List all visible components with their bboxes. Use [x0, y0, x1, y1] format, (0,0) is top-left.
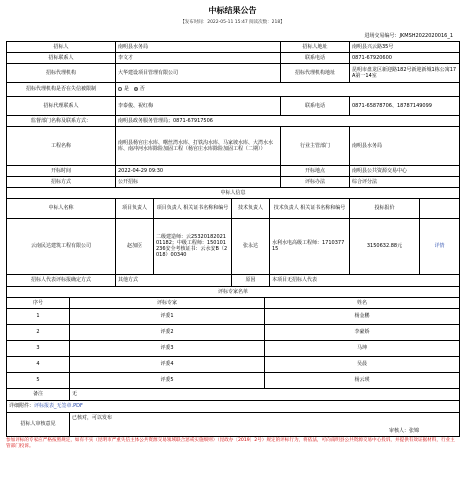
dept-value: 南明县水务局: [350, 126, 460, 165]
contact-phone-label: 联系电话: [281, 52, 350, 63]
publish-meta: 【发布时间：2022-05-11 15:47 阅读次数：218】: [180, 19, 285, 25]
project-value: 南明县杨官庄水库、曙丝湾水库、打铁沟水库、马家坡水库、大湾水水库、南冲河水库除险加固工程（杨官庄水库除险加固工程（二期））: [116, 126, 281, 165]
signer-label: 审核人：: [388, 427, 409, 434]
tenderer-addr-label: 招标人地址: [281, 41, 350, 52]
winner-tech-cert: 水利水电高级工程师：171037715: [270, 218, 350, 274]
footer-notice: 参加评标的专家应严格按照规定，如有不实（昆明市严重失信主体公共资源交易领域联合惩戒实施细则）（昆政办〔2019〕2号）规定的评标行为，将依法，可向南明县公共资源交易中心投诉，并提供有效证据材料，行业主管部门投诉。: [6, 437, 455, 450]
remark-label: 备注: [7, 388, 70, 400]
project-label: 工程名称: [7, 126, 116, 165]
agency-phone-label: 联系电话: [281, 96, 350, 115]
winner-header-tech-cert: 技术负责人 相关证书名称和编号: [270, 198, 350, 218]
tenderer-label: 招标人: [7, 41, 116, 52]
experts-section-title: 评标专家名单: [7, 286, 460, 297]
expert-role: 评委5: [70, 372, 265, 388]
audit-signer: [389, 428, 419, 434]
expert-name: 杨云瑛: [265, 372, 460, 388]
agency-addr-label: 招标代理机构地址: [281, 63, 350, 82]
radio-yes-icon[interactable]: [134, 87, 138, 91]
contact-value: 李文才: [116, 52, 281, 63]
table-row: [7, 340, 460, 356]
expert-no: 2: [7, 324, 70, 340]
rank-label: 招标人代表评标报确定方式: [7, 274, 116, 286]
expert-name: 吴晨: [265, 356, 460, 372]
open-time-value: 2022-04-29 09:30: [116, 165, 281, 176]
winner-section-title: 中标人信息: [7, 187, 460, 198]
winner-table: [6, 187, 460, 287]
table-row: [7, 356, 460, 372]
rank-value: 其他方式: [116, 274, 232, 286]
open-place-value: 南明县公共资源交易中心: [350, 165, 460, 176]
winner-price: 3150632.88元: [350, 218, 420, 274]
winner-header-pm-cert: 项目负责人 相关证书名称和编号: [154, 198, 232, 218]
agency-contact-label: 招标代理联系人: [7, 96, 116, 115]
expert-role: 评委2: [70, 324, 265, 340]
info-table: [6, 41, 460, 188]
expert-name: 杨金鹏: [265, 308, 460, 324]
remark-value: 无: [70, 388, 460, 400]
winner-name: 云南民达建筑工程有限公司: [7, 218, 116, 274]
table-row: [7, 308, 460, 324]
expert-name: 李豪娇: [265, 324, 460, 340]
opt-no-label: 是: [124, 86, 130, 93]
agency-value: 大华建设项目管理有限公司: [116, 63, 281, 82]
radio-no-icon[interactable]: [118, 87, 122, 91]
expert-role: 评委4: [70, 356, 265, 372]
experts-table: [6, 286, 460, 437]
method-value: 公开招标: [116, 176, 281, 187]
winner-header-name: 中标人名称: [7, 198, 116, 218]
detail-link[interactable]: 详情: [420, 218, 460, 274]
audit-opinion: 已核对，可以发布: [72, 414, 113, 421]
agency-label: 招标代理机构: [7, 63, 116, 82]
attachment-file-link[interactable]: 评标报表_无签章.PDF: [34, 403, 83, 410]
winner-pm: 赵加臣: [116, 218, 154, 274]
expert-no: 4: [7, 356, 70, 372]
method-label: 招标方式: [7, 176, 116, 187]
tenderer-value: 南明县水务局: [116, 41, 281, 52]
reason-label: 原因: [232, 274, 270, 286]
audit-label: 招标人审核意见: [7, 412, 70, 436]
eval-label: 评标办法: [281, 176, 350, 187]
registered-options: [116, 82, 460, 96]
winner-header-tech: 技术负责人: [232, 198, 270, 218]
reason-value: 本项目无招标人代表: [270, 274, 460, 286]
winner-header-pm: 项目负责人: [116, 198, 154, 218]
expert-no: 3: [7, 340, 70, 356]
registered-label: 招标代理机构是否在失信被限制: [7, 82, 116, 96]
trade-code: 进场交易编号：JKMSH2022020016_1: [364, 32, 453, 39]
supervisor-value: 南明县政务服务管理局；0871-67917506: [116, 115, 460, 126]
supervisor-label: 监督部门名称及联系方式：: [7, 115, 116, 126]
contact-label: 招标联系人: [7, 52, 116, 63]
experts-header-name: 姓名: [265, 297, 460, 308]
expert-no: 1: [7, 308, 70, 324]
experts-header-no: 序号: [7, 297, 70, 308]
expert-name: 马坤: [265, 340, 460, 356]
table-row: [7, 324, 460, 340]
experts-header-role: 评标专家: [70, 297, 265, 308]
winner-pm-cert: 二级建造师：云2532018202101182；中级工程师：150101236安全考核证书：云水安B（2018）00340: [154, 218, 232, 274]
tenderer-addr-value: 南明县兴云路35号: [350, 41, 460, 52]
expert-role: 评委1: [70, 308, 265, 324]
page-title: 中标结果公告: [208, 6, 257, 15]
open-time-label: 开标时间: [7, 165, 116, 176]
agency-addr-value: 昆明市盘龙区新迎路182号新迎新城1栋公寓17A第一14室: [350, 63, 460, 82]
attachment-row: [7, 400, 460, 412]
winner-header-price: 投标报价: [350, 198, 420, 218]
audit-cell: [70, 412, 460, 436]
agency-phone-value: 0871-65878706、18787149099: [350, 96, 460, 115]
attachment-label: 详细附件：: [9, 403, 35, 410]
signer-name: 张锦: [408, 427, 419, 434]
opt-yes-label: 否: [139, 86, 145, 93]
eval-value: 综合评分法: [350, 176, 460, 187]
winner-header-blank: [420, 198, 460, 218]
open-place-label: 开标地点: [281, 165, 350, 176]
agency-contact-value: 李泰俊、祝红梅: [116, 96, 281, 115]
dept-label: 行业主管部门: [281, 126, 350, 165]
expert-role: 评委3: [70, 340, 265, 356]
table-row: [7, 372, 460, 388]
expert-no: 5: [7, 372, 70, 388]
winner-tech: 张永达: [232, 218, 270, 274]
contact-phone-value: 0871-67920600: [350, 52, 460, 63]
